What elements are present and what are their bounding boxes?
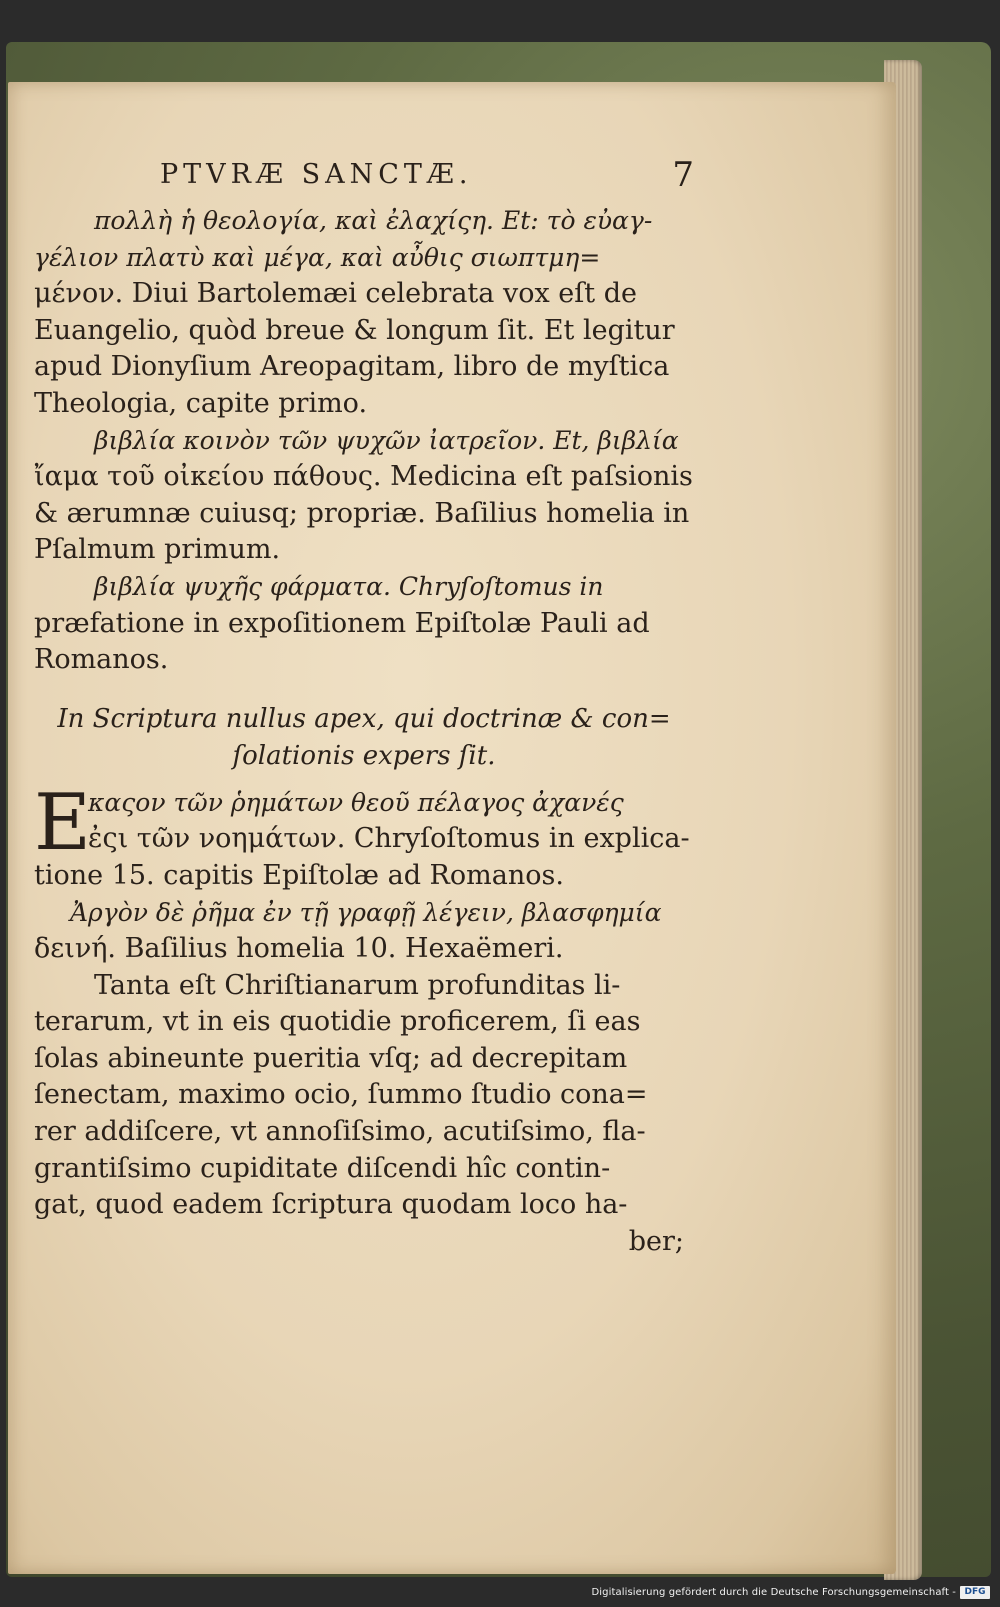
page-number: 7 (672, 155, 694, 195)
section-gap (34, 775, 694, 785)
text-line: καςον τῶν ῥημάτων θεοῦ πέλαγος ἀχανές (88, 787, 624, 817)
section-heading-line: In Scriptura nullus apex, qui doctrinæ & con= (57, 703, 671, 734)
section-gap (34, 679, 694, 701)
text-line: & ærumnæ cuiusq; propriæ. Baſilius homelia in (34, 497, 690, 529)
text-line: γέλιον πλατὺ καὶ μέγα, καὶ αὖθις σιωπτμη= (34, 242, 601, 272)
text-line: præfatione in expoſitionem Epiſtolæ Pauli ad (34, 607, 650, 639)
running-head (34, 155, 694, 203)
dfg-logo: DFG (960, 1586, 990, 1599)
text-line: Romanos. (34, 644, 169, 676)
text-line: terarum, vt in eis quotidie proficerem, ſi eas (34, 1006, 641, 1038)
text-line: ſolas abineunte pueritia vſq; ad decrepitam (34, 1042, 628, 1074)
text-line: ἐςι τῶν νοημάτων. Chryſoſtomus in explica- (88, 823, 690, 855)
text-line: δεινή. Baſilius homelia 10. Hexaëmeri. (34, 933, 564, 965)
text-line: rer addiſcere, vt annoſiſsimo, acutiſsimo, fla- (34, 1116, 646, 1148)
text-line: ſenectam, maximo ocio, ſummo ſtudio cona= (34, 1079, 648, 1111)
text-line: apud Dionyſium Areopagitam, libro de myſtica (34, 351, 670, 383)
text-line: Pſalmum primum. (34, 534, 281, 566)
text-line: Theologia, capite primo. (34, 387, 368, 419)
initial-paragraph (34, 777, 694, 868)
text-line: μένον. Diui Bartolemæi celebrata vox eſt de (34, 278, 637, 310)
text-line: βιβλία κοινὸν τῶν ψυχῶν ἰατρεῖον. Et, βιβλία (94, 425, 679, 455)
text-line: grantiſsimo cupiditate diſcendi hîc contin- (34, 1152, 611, 1184)
text-line: βιβλία ψυχῆς φάρματα. Chryſoſtomus in (94, 571, 604, 601)
text-line: Ἀργὸν δὲ ῥῆμα ἐν τῇ γραφῇ λέγειν, βλασφημία (70, 897, 662, 927)
text-line: πολλὴ ἡ θεολογία, καὶ ἐλαχίςη. Et: τὸ εὐαγ- (94, 206, 653, 235)
section-heading-line: ſolationis expers ſit. (232, 740, 496, 771)
text-line: Euangelio, quòd breue & longum ſit. Et legitur (34, 314, 675, 346)
page-text-block (34, 155, 694, 1260)
text-line: tione 15. capitis Epiſtolæ ad Romanos. (34, 859, 564, 891)
text-line: gat, quod eadem ſcriptura quodam loco ha- (34, 1189, 628, 1221)
text-line: ἴαμα τοῦ οἰκείου πάθους. Medicina eſt paſsionis (34, 461, 693, 493)
funding-credit: Digitalisierung gefördert durch die Deutsche Forschungsgemeinschaft - (591, 1587, 956, 1598)
text-line: Tanta eſt Chriſtianarum profunditas li- (94, 969, 621, 1001)
running-head-title: PTVRÆ SANCTÆ. (160, 159, 473, 190)
drop-capital: E (34, 777, 91, 868)
catchword: ber; (628, 1225, 684, 1257)
